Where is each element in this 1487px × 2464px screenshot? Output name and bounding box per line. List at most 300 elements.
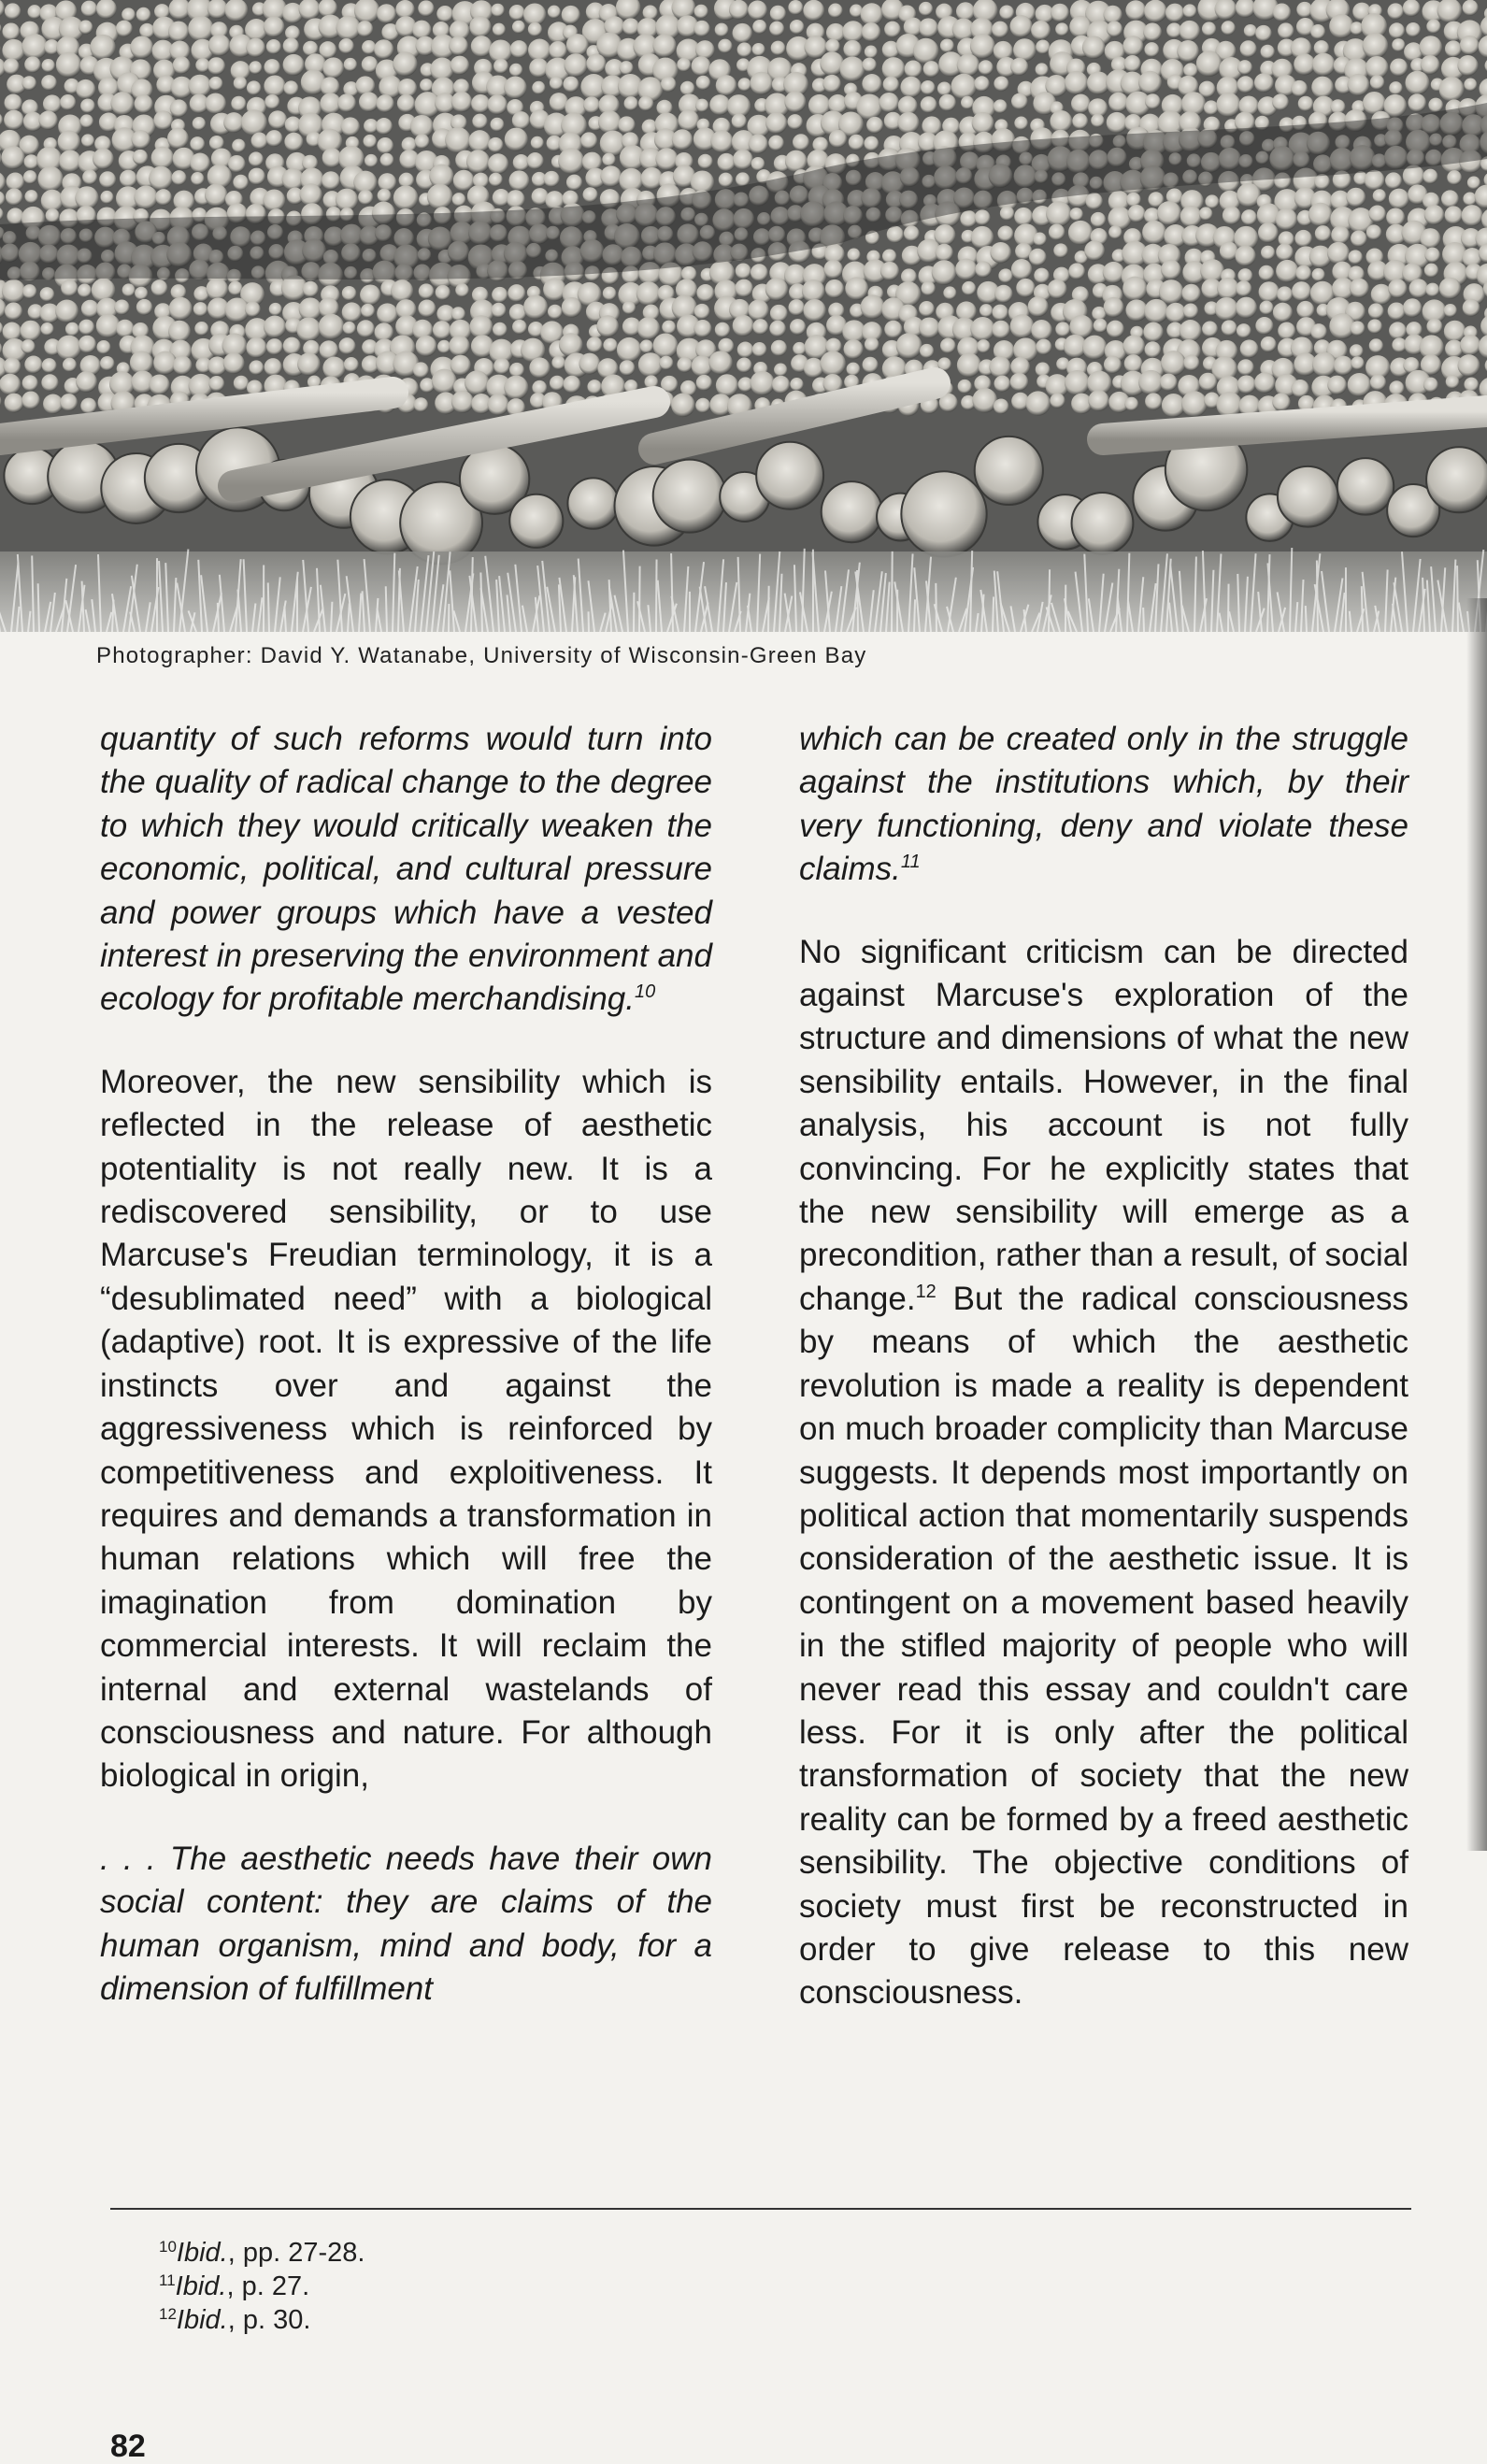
log-end <box>249 360 264 375</box>
log-end <box>1031 320 1052 341</box>
log-end <box>1447 170 1462 185</box>
log-end <box>1180 320 1202 342</box>
log-end <box>61 279 78 296</box>
log-end <box>320 340 338 359</box>
log-end <box>1010 58 1028 76</box>
log-end <box>1055 322 1070 337</box>
log-end <box>861 294 885 319</box>
log-end <box>583 96 600 113</box>
log-end <box>951 74 977 100</box>
log-end <box>1389 22 1405 38</box>
log-end <box>24 190 37 203</box>
log-end <box>1366 224 1381 239</box>
log-end <box>376 94 393 112</box>
log-end <box>992 21 1008 38</box>
log-end <box>989 356 1010 378</box>
footnote-ibid: Ibid. <box>177 2305 228 2335</box>
log-end <box>1103 262 1124 283</box>
log-end <box>750 371 774 395</box>
log-end <box>529 357 550 378</box>
log-end <box>283 337 301 355</box>
log-end <box>234 77 248 91</box>
log-end <box>919 2 933 16</box>
log-end <box>602 153 615 166</box>
log-end <box>338 337 355 354</box>
log-end <box>1143 22 1162 41</box>
log-end <box>193 117 206 130</box>
log-end <box>190 153 210 174</box>
log-end <box>233 175 249 191</box>
log-end <box>884 321 902 338</box>
log-end <box>919 317 940 338</box>
log-end <box>896 333 922 359</box>
log-end <box>436 6 453 22</box>
log-end <box>842 21 864 42</box>
block-quote-2-start: . . . The aesthetic needs have their own social content: they are claims of the human organism, mind and body, for a dimension of fulfillment <box>100 1838 712 2012</box>
log-end <box>694 5 708 19</box>
log-end <box>1125 0 1146 21</box>
log-end <box>1439 278 1461 299</box>
log-end <box>1222 320 1237 336</box>
log-end <box>452 193 466 207</box>
log-end <box>427 184 453 210</box>
log-end <box>733 315 754 337</box>
log-end <box>319 314 345 340</box>
log-end <box>283 37 299 53</box>
log-end <box>56 52 81 78</box>
log-end <box>790 378 803 391</box>
log-end <box>662 321 676 335</box>
log-end <box>652 34 676 57</box>
log-end <box>1424 264 1438 278</box>
log-end <box>680 81 695 96</box>
log-end <box>188 16 213 41</box>
log-end <box>376 118 393 135</box>
log-end <box>972 112 994 135</box>
log-end <box>1367 319 1382 334</box>
log-end <box>249 151 264 166</box>
log-end <box>78 283 92 297</box>
log-end <box>297 352 321 376</box>
log-end <box>861 3 883 25</box>
log-end <box>365 154 378 167</box>
log-end <box>264 59 279 75</box>
log-end <box>82 170 97 185</box>
log-end <box>168 21 189 42</box>
log-end <box>624 96 638 110</box>
log-end <box>338 38 353 53</box>
log-end <box>752 43 765 56</box>
log-end <box>418 0 434 16</box>
log-end <box>1334 356 1353 376</box>
log-end <box>1183 63 1197 77</box>
log-end <box>510 40 528 58</box>
log-end <box>1388 302 1406 320</box>
log-end <box>4 110 24 131</box>
log-end <box>1261 45 1275 59</box>
log-end <box>490 118 504 132</box>
log-end <box>391 279 413 302</box>
log-end <box>63 358 77 372</box>
log-end <box>1010 373 1029 392</box>
log-end <box>96 340 110 354</box>
log-end <box>1107 112 1128 134</box>
log-end <box>1329 14 1353 38</box>
log-end <box>1142 221 1166 245</box>
log-end <box>24 154 39 169</box>
log-end <box>246 38 265 58</box>
footnote-ref: , pp. 27-28. <box>228 2238 365 2268</box>
log-end <box>207 57 225 75</box>
log-end <box>1464 78 1477 91</box>
log-end <box>1348 250 1362 264</box>
footnote-10 <box>159 2236 365 2270</box>
log-end <box>932 260 957 285</box>
grass-blade <box>386 586 387 632</box>
log-end <box>1053 243 1067 257</box>
log-end <box>693 320 711 337</box>
log-end <box>169 297 193 321</box>
log-end <box>1181 391 1208 417</box>
log-end <box>1408 93 1426 112</box>
log-end <box>205 184 227 207</box>
log-end <box>829 130 847 148</box>
log-end <box>1291 80 1308 97</box>
log-end <box>1072 113 1088 129</box>
log-end <box>1107 321 1124 338</box>
log-end <box>265 130 282 147</box>
log-end <box>1031 21 1051 40</box>
log-end <box>132 130 150 149</box>
log-end <box>1145 393 1162 409</box>
grass-blade <box>1306 606 1307 632</box>
log-end <box>1315 225 1331 241</box>
log-end <box>793 134 809 150</box>
log-end <box>263 190 285 212</box>
log-end <box>751 157 765 171</box>
photo-caption: Photographer: David Y. Watanabe, University of Wisconsin-Green Bay <box>96 643 866 669</box>
log-end <box>1351 356 1364 369</box>
log-end <box>1091 114 1104 127</box>
log-end <box>862 74 881 93</box>
log-end <box>99 171 116 188</box>
log-end <box>264 16 285 37</box>
log-end <box>1199 207 1213 221</box>
log-end <box>449 36 468 56</box>
log-end <box>512 21 525 34</box>
log-end <box>362 40 376 54</box>
log-end <box>618 116 635 133</box>
log-end <box>1261 246 1275 260</box>
log-end <box>1259 265 1275 281</box>
log-end <box>847 363 861 377</box>
log-end <box>548 6 561 19</box>
log-end <box>363 135 377 149</box>
log-end <box>1237 76 1254 93</box>
log-end <box>1312 268 1325 281</box>
log-end <box>677 58 691 72</box>
log-end <box>1276 208 1298 231</box>
log-end <box>1237 359 1254 376</box>
log-end-large <box>1337 458 1394 514</box>
log-end <box>342 302 362 322</box>
log-end <box>251 133 268 150</box>
log-end <box>1196 50 1222 77</box>
log-end <box>558 148 584 174</box>
log-end <box>1046 201 1072 227</box>
log-end <box>994 376 1010 393</box>
log-end <box>1000 206 1014 220</box>
log-end <box>862 22 881 42</box>
log-end <box>344 58 357 71</box>
log-end <box>1276 260 1298 282</box>
page-edge-shadow <box>1466 598 1487 1851</box>
log-end <box>508 170 529 191</box>
log-end <box>1421 55 1440 75</box>
log-end <box>1240 40 1257 57</box>
log-end <box>1159 279 1184 305</box>
log-end <box>788 299 805 316</box>
log-end <box>1406 22 1421 37</box>
log-end <box>544 171 560 187</box>
log-end <box>451 307 465 321</box>
log-end <box>1204 100 1219 115</box>
page-number: 82 <box>110 2430 146 2462</box>
log-end <box>1363 33 1389 59</box>
log-end <box>1138 370 1164 395</box>
log-end <box>1314 174 1330 190</box>
log-end <box>887 226 904 243</box>
log-end <box>173 355 193 375</box>
log-end <box>1272 93 1289 110</box>
log-end <box>79 20 93 34</box>
log-end <box>466 150 490 173</box>
log-end <box>451 92 472 112</box>
log-end <box>994 99 1008 113</box>
log-end <box>1424 248 1440 264</box>
log-end <box>465 370 490 395</box>
log-end <box>1291 380 1308 397</box>
log-end <box>172 170 187 185</box>
log-end <box>600 165 622 187</box>
grass-blade <box>768 586 769 632</box>
log-end <box>883 77 899 93</box>
log-end <box>693 21 709 36</box>
log-end <box>1387 3 1404 20</box>
log-end <box>493 358 510 375</box>
log-end <box>1104 356 1122 374</box>
log-end <box>134 185 157 208</box>
log-end <box>3 357 21 375</box>
log-end <box>677 357 693 373</box>
log-end <box>42 358 57 373</box>
log-end <box>266 338 283 355</box>
log-end <box>845 277 868 300</box>
log-end <box>1183 4 1197 18</box>
log-end <box>587 337 603 352</box>
grass-blade <box>914 599 915 632</box>
log-end <box>1403 0 1421 17</box>
log-end <box>1091 212 1106 227</box>
log-end <box>1144 299 1168 323</box>
log-end <box>1423 169 1437 184</box>
log-end <box>828 4 843 19</box>
log-end <box>1145 93 1161 109</box>
log-end <box>413 362 429 378</box>
log-end <box>1327 376 1347 395</box>
footnote-ref: , p. 30. <box>228 2305 311 2335</box>
log-end <box>1278 322 1295 340</box>
log-end <box>120 170 137 188</box>
block-quote-2-end <box>799 718 1408 892</box>
log-end <box>24 56 41 73</box>
log-end <box>735 279 752 297</box>
log-end <box>562 297 582 318</box>
log-end <box>194 322 208 336</box>
log-end <box>93 149 114 170</box>
log-end <box>998 268 1012 282</box>
grass-blade <box>268 582 269 632</box>
para2-text-b: But the radical consciousness by means of which the aesthetic revolution is made a reality is dependent on much broader complicity than Marcuse suggests. It depends most importantly on political action that momentarily suspends consideration of the aesthetic issue. It is contingent on a movement based heavily in the stifled majority of people who will never read this essay and couldn't care less. For it is only after the political transformation of society that the new reality can be formed by a freed aesthetic sensibility. The objective conditions of society must first be reconstructed in order to give release to this new consciousness. <box>799 1281 1408 2012</box>
log-end <box>21 34 48 60</box>
log-end <box>22 375 38 391</box>
log-end <box>4 93 21 111</box>
log-end <box>733 150 753 170</box>
log-end <box>1202 322 1218 337</box>
log-end <box>580 132 597 149</box>
log-end <box>715 23 729 37</box>
log-end <box>41 374 58 391</box>
log-end <box>21 391 39 408</box>
log-end <box>545 191 564 209</box>
log-end <box>1108 93 1128 112</box>
log-end <box>378 189 392 203</box>
log-end <box>22 76 37 91</box>
paragraph-moreover: Moreover, the new sensibility which is reflected in the release of aesthetic potentiality is not really new. It is a rediscovered sensibility, or to use Marcuse's Freudian terminology, it is a “desublimated need” with a biological (adaptive) root. It is expressive of the life instincts over and against the aggressiveness which is reinforced by competitiveness and exploitiveness. It requires and demands a transformation in human relations which will free the imagination from domination by commercial interests. It will reclaim the internal and external wastelands of consciousness and nature. For although biological in origin, <box>100 1061 712 1798</box>
log-end <box>1222 207 1241 225</box>
log-end <box>992 321 1010 339</box>
log-end <box>130 36 153 59</box>
log-end <box>509 5 525 21</box>
log-end <box>232 139 246 153</box>
log-end <box>1084 240 1105 261</box>
log-end <box>790 319 806 335</box>
log-end <box>1126 193 1141 208</box>
log-end <box>80 114 93 127</box>
log-end <box>264 316 286 338</box>
log-end <box>1254 73 1274 93</box>
grass-blade <box>1143 608 1144 632</box>
log-end <box>110 92 134 115</box>
log-end <box>114 300 129 315</box>
log-end <box>337 93 356 112</box>
log-end <box>357 21 373 36</box>
log-end <box>617 337 642 363</box>
log-end <box>1165 303 1186 323</box>
log-end <box>1389 380 1404 395</box>
log-end <box>322 57 344 79</box>
log-end <box>866 117 883 134</box>
log-end <box>884 21 901 38</box>
log-end <box>1237 60 1252 75</box>
log-end <box>737 78 751 91</box>
log-end <box>1161 260 1181 280</box>
log-end <box>247 80 262 95</box>
log-end <box>716 374 738 396</box>
log-end <box>1308 203 1333 227</box>
log-end <box>450 355 471 376</box>
log-end <box>1094 319 1108 333</box>
log-end <box>940 38 954 52</box>
log-end <box>531 136 544 150</box>
log-end <box>1294 230 1311 247</box>
log-end <box>1160 374 1178 392</box>
log-end <box>994 285 1012 303</box>
log-end <box>488 153 508 174</box>
log-end <box>695 398 710 413</box>
log-end <box>268 110 287 129</box>
log-end <box>1180 206 1202 227</box>
log-end <box>637 317 660 339</box>
log-end <box>380 153 394 167</box>
log-end <box>5 3 21 19</box>
footnote-ibid: Ibid. <box>177 2238 228 2268</box>
log-end <box>116 21 133 37</box>
log-end <box>750 72 773 95</box>
log-end <box>3 58 19 74</box>
log-end <box>1389 189 1409 209</box>
log-end <box>751 264 768 281</box>
log-end <box>1205 194 1219 208</box>
log-end <box>149 374 169 394</box>
log-end <box>802 279 825 303</box>
log-end <box>209 136 224 150</box>
log-end <box>493 59 508 74</box>
log-end <box>508 284 525 302</box>
log-end <box>1244 24 1257 37</box>
log-end <box>972 388 997 413</box>
log-end <box>191 172 204 185</box>
log-end <box>377 303 398 324</box>
log-end <box>1260 301 1274 315</box>
log-end <box>471 94 490 113</box>
log-end <box>659 356 673 370</box>
log-end <box>715 322 730 337</box>
footnote-num: 12 <box>159 2305 177 2323</box>
log-end <box>1108 225 1122 238</box>
log-end <box>341 117 360 136</box>
log-end <box>80 98 95 113</box>
log-end <box>823 260 842 279</box>
log-end <box>1016 279 1035 297</box>
log-end <box>1124 55 1141 72</box>
log-end <box>393 185 419 210</box>
log-end <box>957 353 981 378</box>
log-end <box>493 322 508 337</box>
footnote-ref-12: 12 <box>916 1282 937 1302</box>
log-end <box>752 319 768 335</box>
log-end <box>43 394 63 413</box>
paragraph-criticism <box>799 931 1408 2015</box>
log-end <box>38 110 57 129</box>
log-end <box>587 380 601 394</box>
log-end <box>362 56 379 73</box>
grass-blade <box>1362 586 1363 632</box>
log-end <box>296 317 321 341</box>
log-end <box>1460 335 1480 355</box>
log-end <box>864 136 879 151</box>
log-pile-photo <box>0 0 1487 632</box>
